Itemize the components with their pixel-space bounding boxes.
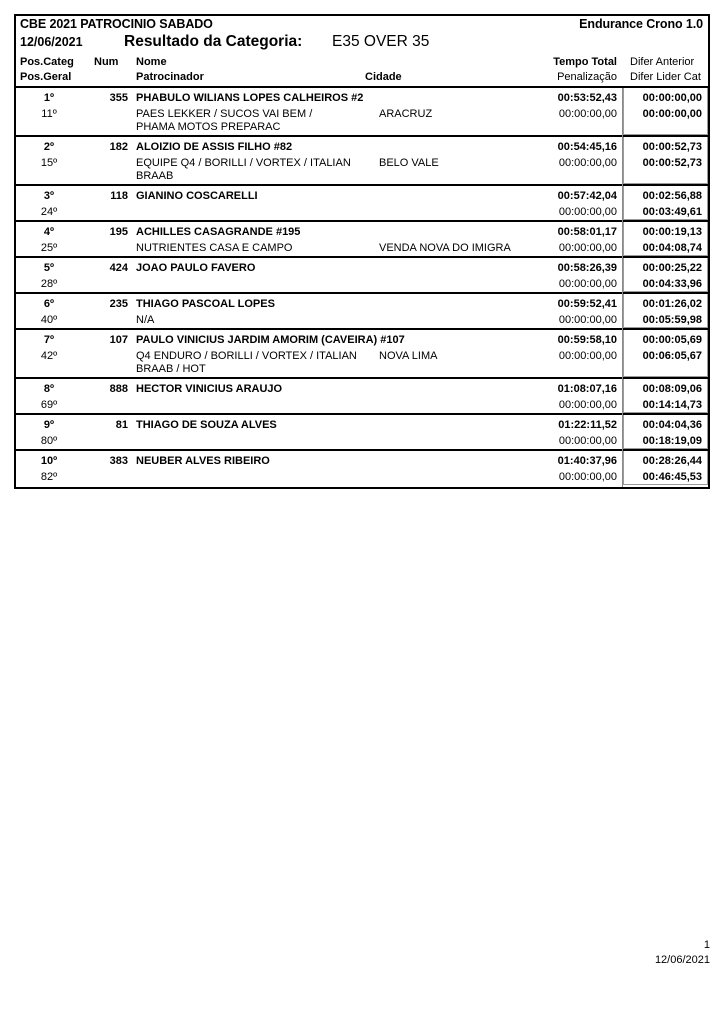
row-patrocinador: NUTRIENTES CASA E CAMPO	[136, 242, 293, 254]
row-pos-categ: 3º	[43, 190, 55, 202]
row-pos-geral: 80º	[40, 435, 58, 447]
row-num: 107	[109, 334, 128, 346]
row-difer-anterior: 00:01:26,02	[642, 298, 702, 310]
results-list	[16, 88, 708, 487]
column-header-tempo-total: Tempo Total	[553, 56, 617, 68]
row-tempo-total: 00:53:52,43	[557, 92, 617, 104]
table-row	[16, 222, 708, 258]
row-tempo-total: 00:59:58,10	[557, 334, 617, 346]
row-difer-anterior: 00:00:52,73	[642, 141, 702, 153]
row-pos-geral: 42º	[40, 350, 58, 362]
row-penalizacao: 00:00:00,00	[558, 157, 617, 169]
table-row	[16, 258, 708, 294]
table-row	[16, 379, 708, 415]
row-penalizacao: 00:00:00,00	[558, 278, 617, 290]
table-column-headers	[16, 55, 708, 88]
row-num: 195	[109, 226, 128, 238]
report-subtitle-row	[16, 33, 708, 55]
row-difer-lider: 00:00:00,00	[642, 108, 702, 120]
row-nome: NEUBER ALVES RIBEIRO	[136, 455, 270, 467]
result-report	[14, 14, 710, 489]
row-difer-lider: 00:05:59,98	[642, 314, 702, 326]
column-divider	[622, 330, 623, 379]
column-header-pos-categ: Pos.Categ	[20, 56, 74, 68]
row-penalizacao: 00:00:00,00	[558, 471, 617, 483]
row-patrocinador-line2: BRAAB / HOT	[136, 363, 206, 375]
row-nome: HECTOR VINICIUS ARAUJO	[136, 383, 283, 395]
column-header-pos-geral: Pos.Geral	[20, 71, 72, 83]
row-num: 888	[109, 383, 128, 395]
row-difer-lider: 00:06:05,67	[642, 350, 702, 362]
row-tempo-total: 01:22:11,52	[558, 419, 617, 431]
column-header-cidade: Cidade	[365, 71, 402, 83]
table-row	[16, 294, 708, 330]
row-penalizacao: 00:00:00,00	[558, 242, 617, 254]
column-divider	[622, 258, 623, 294]
row-nome: JOAO PAULO FAVERO	[136, 262, 256, 274]
row-penalizacao: 00:00:00,00	[558, 314, 617, 326]
row-num: 424	[109, 262, 128, 274]
row-difer-lider: 00:46:45,53	[642, 471, 702, 483]
row-nome: ACHILLES CASAGRANDE #195	[136, 226, 301, 238]
category-value: E35 OVER 35	[332, 33, 430, 50]
row-patrocinador: PAES LEKKER / SUCOS VAI BEM /	[136, 108, 313, 120]
column-divider	[622, 294, 623, 330]
row-tempo-total: 00:58:01,17	[557, 226, 617, 238]
row-difer-lider: 00:04:33,96	[642, 278, 702, 290]
row-nome: GIANINO COSCARELLI	[136, 190, 258, 202]
row-num: 118	[110, 190, 128, 202]
row-nome: ALOIZIO DE ASSIS FILHO #82	[136, 141, 293, 153]
table-row	[16, 415, 708, 451]
software-name: Endurance Crono 1.0	[579, 17, 703, 31]
row-pos-categ: 1º	[43, 92, 55, 104]
table-row	[16, 186, 708, 222]
row-pos-geral: 40º	[40, 314, 58, 326]
row-pos-categ: 5º	[43, 262, 55, 274]
row-pos-categ: 9º	[43, 419, 55, 431]
row-tempo-total: 00:54:45,16	[557, 141, 617, 153]
row-pos-geral: 28º	[40, 278, 58, 290]
row-pos-categ: 4º	[43, 226, 55, 238]
column-header-penalizacao: Penalização	[557, 71, 617, 83]
footer-date: 12/06/2021	[654, 954, 710, 966]
row-penalizacao: 00:00:00,00	[558, 350, 617, 362]
row-cidade: ARACRUZ	[379, 108, 433, 120]
row-pos-categ: 7º	[43, 334, 55, 346]
row-nome: THIAGO PASCOAL LOPES	[136, 298, 275, 310]
row-penalizacao: 00:00:00,00	[558, 435, 617, 447]
column-header-difer-anterior: Difer Anterior	[630, 56, 695, 68]
row-difer-anterior: 00:00:19,13	[642, 226, 702, 238]
column-divider	[622, 415, 623, 451]
row-pos-geral: 82º	[40, 471, 58, 483]
row-cidade: BELO VALE	[379, 157, 439, 169]
table-row	[16, 330, 708, 379]
row-pos-categ: 8º	[43, 383, 55, 395]
row-difer-lider: 00:14:14,73	[642, 399, 702, 411]
row-difer-anterior: 00:08:09,06	[642, 383, 702, 395]
page-number: 1	[703, 939, 710, 951]
report-date: 12/06/2021	[20, 35, 83, 49]
row-num: 182	[109, 141, 128, 153]
row-pos-categ: 2º	[43, 141, 55, 153]
row-num: 355	[109, 92, 128, 104]
row-nome: PHABULO WILIANS LOPES CALHEIROS #2	[136, 92, 364, 104]
row-penalizacao: 00:00:00,00	[558, 108, 617, 120]
table-row	[16, 88, 708, 137]
column-divider	[622, 222, 623, 258]
row-nome: PAULO VINICIUS JARDIM AMORIM (CAVEIRA) #107	[136, 334, 405, 346]
row-difer-anterior: 00:02:56,88	[642, 190, 702, 202]
row-patrocinador-line2: BRAAB	[136, 170, 174, 182]
row-pos-geral: 25º	[40, 242, 58, 254]
row-pos-categ: 10º	[40, 455, 58, 467]
column-divider	[622, 137, 623, 186]
column-divider	[622, 186, 623, 222]
column-divider	[622, 88, 623, 137]
row-pos-geral: 11º	[41, 108, 57, 120]
row-difer-anterior: 00:00:25,22	[642, 262, 702, 274]
row-difer-lider: 00:04:08,74	[642, 242, 702, 254]
row-nome: THIAGO DE SOUZA ALVES	[136, 419, 277, 431]
row-tempo-total: 01:40:37,96	[557, 455, 617, 467]
column-header-patrocinador: Patrocinador	[136, 71, 204, 83]
row-penalizacao: 00:00:00,00	[558, 206, 617, 218]
row-pos-geral: 69º	[40, 399, 58, 411]
table-row	[16, 451, 708, 487]
row-tempo-total: 00:58:26,39	[557, 262, 617, 274]
result-label: Resultado da Categoria:	[124, 33, 303, 50]
row-cidade: NOVA LIMA	[379, 350, 438, 362]
table-row	[16, 137, 708, 186]
row-difer-anterior: 00:00:00,00	[642, 92, 702, 104]
row-difer-anterior: 00:00:05,69	[642, 334, 702, 346]
row-patrocinador: N/A	[136, 314, 155, 326]
row-difer-lider: 00:00:52,73	[642, 157, 702, 169]
row-pos-geral: 24º	[40, 206, 58, 218]
row-difer-lider: 00:03:49,61	[642, 206, 702, 218]
row-patrocinador: Q4 ENDURO / BORILLI / VORTEX / ITALIAN	[136, 350, 357, 362]
row-difer-lider: 00:18:19,09	[642, 435, 702, 447]
column-header-difer-lider-cat: Difer Lider Cat	[630, 71, 701, 83]
event-title: CBE 2021 PATROCINIO SABADO	[20, 17, 213, 31]
column-divider	[622, 451, 623, 487]
report-title-row	[16, 16, 708, 33]
row-pos-geral: 15º	[40, 157, 58, 169]
row-difer-anterior: 00:04:04,36	[642, 419, 702, 431]
row-penalizacao: 00:00:00,00	[558, 399, 617, 411]
row-cidade: VENDA NOVA DO IMIGRA	[379, 242, 511, 254]
row-num: 81	[115, 419, 128, 431]
row-difer-anterior: 00:28:26,44	[642, 455, 702, 467]
row-patrocinador: EQUIPE Q4 / BORILLI / VORTEX / ITALIAN	[136, 157, 351, 169]
row-tempo-total: 00:57:42,04	[557, 190, 617, 202]
row-pos-categ: 6º	[43, 298, 55, 310]
column-divider	[622, 379, 623, 415]
row-tempo-total: 01:08:07,16	[557, 383, 617, 395]
row-tempo-total: 00:59:52,41	[557, 298, 617, 310]
row-patrocinador-line2: PHAMA MOTOS PREPARAC	[136, 121, 281, 133]
column-header-num: Num	[94, 56, 119, 68]
page-footer	[510, 938, 710, 968]
row-num: 383	[109, 455, 128, 467]
row-num: 235	[109, 298, 128, 310]
column-header-nome: Nome	[136, 56, 167, 68]
